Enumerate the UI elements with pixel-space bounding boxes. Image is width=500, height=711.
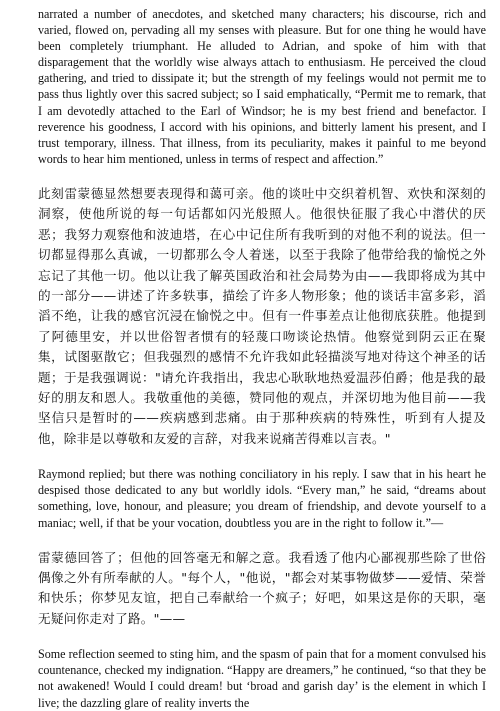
- paragraph-english-1: narrated a number of anecdotes, and sketched many characters; his discourse, rich and varied, flowed on, pervading all my senses with pleasure. But for one thing he would have been completely triumphant. He alluded to Adrian, and spoke of him with that disparagement that the worldly wise always attach to enthusiasm. He perceived the cloud gathering, and tried to dissipate it; but the strength of my feelings would not permit me to pass thus lightly over this sacred subject; so I said emphatically, “Permit me to remark, that I am devotedly attached to the Earl of Windsor; he is my best friend and benefactor. I reverence his goodness, I accord with his opinions, and bitterly lament his present, and I trust temporary, illness. That illness, from its peculiarity, makes it painful to me beyond words to hear him mentioned, unless in terms of respect and affection.”: [38, 7, 486, 166]
- paragraph-chinese-2: 雷蒙德回答了；但他的回答毫无和解之意。我看透了他内心鄙视那些除了世俗偶像之外有所奉献的人。"每个人，"他说，"都会对某事物做梦——爱情、荣誉和快乐；你梦见友谊，把自己奉献给一个疯子；好吧，如果这是你的天职，毫无疑问你走对了路。"——: [38, 549, 486, 626]
- paragraph-chinese-1: 此刻雷蒙德显然想要表现得和蔼可亲。他的谈吐中交织着机智、欢快和深刻的洞察，使他所说的每一句话都如闪光般照人。他很快征服了我心中潜伏的厌恶；我努力观察他和波迪塔，在心中记住所有我听到的对他不利的说法。但一切都显得那么真诚，一切都那么令人着迷，以至于我除了他带给我的愉悦之外忘记了其他一切。他以让我了解英国政治和社会局势为由——我即将成为其中的一部分——讲述了许多轶事，描绘了许多人物形象；他的谈话丰富多彩，滔滔不绝，让我的感官沉浸在愉悦之中。但有一件事差点让他彻底获胜。他提到了阿德里安，并以世俗智者惯有的轻蔑口吻谈论热情。他察觉到阴云正在聚集，试图驱散它；但我强烈的感情不允许我如此轻描淡写地对待这个神圣的话题；于是我强调说："请允许我指出，我忠心耿耿地热爱温莎伯爵；他是我的最好的朋友和恩人。我敬重他的美德，赞同他的观点，并深切地为他目前——我坚信只是暂时的——疾病感到悲痛。由于那种疾病的特殊性，听到有人提及他，除非是以尊敬和友爱的言辞，对我来说痛苦得难以言表。": [38, 185, 486, 446]
- paragraph-english-3: Some reflection seemed to sting him, and the spasm of pain that for a moment convulsed his countenance, checked my indignation. “Happy are dreamers,” he continued, “so that they be not awakened! Would I could dream! but ‘broad and garish day’ is the element in which I live; the dazzling glare of reality inverts the: [38, 647, 486, 710]
- paragraph-english-2: Raymond replied; but there was nothing conciliatory in his reply. I saw that in his heart he despised those dedicated to any but worldly idols. “Every man,” he said, “dreams about something, love, honour, and pleasure; you dream of friendship, and devote yourself to a maniac; well, if that be your vocation, doubtless you are in the right to follow it.”—: [38, 467, 486, 530]
